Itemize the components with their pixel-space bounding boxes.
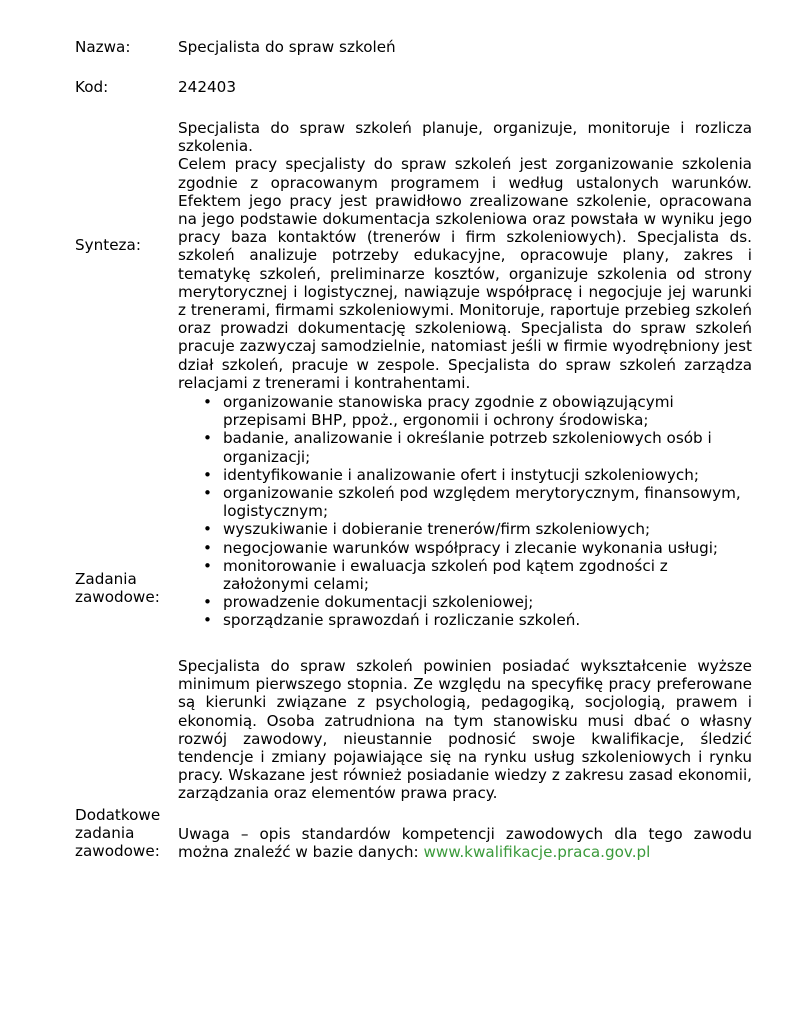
uwaga-text: Uwaga – opis standardów kompetencji zawodowych dla tego zawodu można znaleźć w bazie danych: <box>178 825 752 862</box>
kod-label: Kod: <box>75 78 109 96</box>
zadania-label-line-1: Zadania <box>75 570 137 588</box>
list-item: • identyfikowanie i analizowanie ofert i instytucji szkoleniowych; <box>178 466 752 484</box>
zadania-label <box>75 570 160 606</box>
list-item: • wyszukiwanie i dobieranie trenerów/firm szkoleniowych; <box>178 520 752 538</box>
kod-value: 242403 <box>178 78 236 96</box>
zadania-list <box>178 393 752 630</box>
dodatkowe-label <box>75 806 160 860</box>
list-item: • monitorowanie i ewaluacja szkoleń pod kątem zgodności z założonymi celami; <box>178 557 752 593</box>
dodatkowe-label-line-1: Dodatkowe <box>75 806 161 824</box>
kwalifikacje-link[interactable]: www.kwalifikacje.praca.gov.pl <box>423 843 651 862</box>
list-item: • negocjowanie warunków współpracy i zlecanie wykonania usługi; <box>178 539 752 557</box>
synteza-paragraph-2: Celem pracy specjalisty do spraw szkoleń jest zorganizowanie szkolenia zgodnie z opracowanym programem i według ustalonych warunków. Efektem jego pracy jest prawidłowo zrealizowane szkolenie, opracowana na jego podstawie dokumentacja szkoleniowa oraz powstała w wyniku jego pracy baza kontaktów (trenerów i firm szkoleniowych). Specjalista ds. szkoleń analizuje potrzeby edukacyjne, opracowuje plany, zakres i tematykę szkoleń, preliminarze kosztów, organizuje szkolenia od strony merytorycznej i logistycznej, nawiązuje współpracę i negocjuje jej warunki z trenerami, firmami szkoleniowymi. Monitoruje, raportuje przebieg szkoleń oraz prowadzi dokumentację szkoleniową. Specjalista do spraw szkoleń pracuje zazwyczaj samodzielnie, natomiast jeśli w firmie wyodrębniony jest dział szkoleń, pracuje w zespole. Specjalista do spraw szkoleń zarządza relacjami z trenerami i kontrahentami. <box>178 155 752 392</box>
dodatkowe-label-line-2: zadania <box>75 824 135 842</box>
synteza-paragraph-1: Specjalista do spraw szkoleń planuje, organizuje, monitoruje i rozlicza szkolenia. <box>178 119 752 156</box>
dodatkowe-paragraph-2 <box>178 825 752 861</box>
zadania-list-container <box>178 393 752 630</box>
nazwa-value: Specjalista do spraw szkoleń <box>178 38 396 56</box>
list-item: • organizowanie stanowiska pracy zgodnie z obowiązującymi przepisami BHP, ppoż., ergonomii i ochrony środowiska; <box>178 393 752 429</box>
nazwa-label: Nazwa: <box>75 38 131 56</box>
zadania-label-line-2: zawodowe: <box>75 588 160 606</box>
synteza-label: Synteza: <box>75 236 141 254</box>
dodatkowe-label-line-3: zawodowe: <box>75 842 160 860</box>
synteza-text <box>178 119 752 392</box>
list-item: • organizowanie szkoleń pod względem merytorycznym, finansowym, logistycznym; <box>178 484 752 520</box>
list-item: • sporządzanie sprawozdań i rozliczanie szkoleń. <box>178 611 752 629</box>
list-item: • prowadzenie dokumentacji szkoleniowej; <box>178 593 752 611</box>
dodatkowe-paragraph-1: Specjalista do spraw szkoleń powinien posiadać wykształcenie wyższe minimum pierwszego stopnia. Ze względu na specyfikę pracy preferowane są kierunki związane z psychologią, pedagogiką, socjologią, prawem i ekonomią. Osoba zatrudniona na tym stanowisku musi dbać o własny rozwój zawodowy, nieustannie podnosić swoje kwalifikacje, śledzić tendencje i zmiany pojawiające się na rynku usług szkoleniowych i rynku pracy. Wskazane jest również posiadanie wiedzy z zakresu zasad ekonomii, zarządzania oraz elementów prawa pracy. <box>178 657 752 803</box>
list-item: • badanie, analizowanie i określanie potrzeb szkoleniowych osób i organizacji; <box>178 429 752 465</box>
